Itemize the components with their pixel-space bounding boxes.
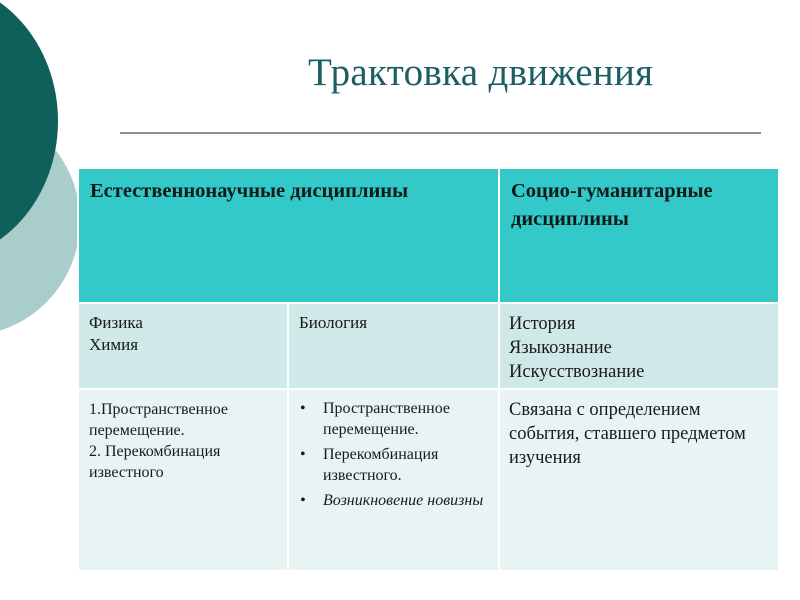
cell-line: Языкознание: [509, 338, 612, 358]
cell-physics-chemistry: [78, 303, 288, 389]
cell-event-definition: Связана с определением события, ставшего предметом изучения: [499, 389, 779, 571]
numbered-item: 1.Пространственное перемещение.: [89, 401, 228, 439]
numbered-item: 2. Перекомбинация известного: [89, 443, 221, 481]
table-header-row: [78, 168, 779, 303]
header-natural-sciences: Естественнонаучные дисциплины: [78, 168, 499, 303]
cell-line: Физика: [89, 313, 143, 332]
cell-line: Искусствознание: [509, 362, 645, 382]
table-row: [78, 389, 779, 571]
comparison-table: [77, 167, 780, 572]
bullet-item: • Возникновение новизны: [297, 490, 494, 511]
header-social-humanities: Социо-гуманитарные дисциплины: [499, 168, 779, 303]
bullet-item: • Пространственное перемещение.: [297, 398, 494, 440]
bullet-item: • Перекомбинация известного.: [297, 444, 494, 486]
cell-bullet-list: [288, 389, 499, 571]
slide-title: Трактовка движения: [308, 51, 654, 94]
cell-numbered-list: [78, 389, 288, 571]
table-row: [78, 303, 779, 389]
title-divider: [120, 132, 761, 134]
cell-line: Химия: [89, 335, 139, 354]
bullet-list: [289, 390, 498, 511]
cell-line: Биология: [299, 313, 368, 332]
cell-line: История: [509, 314, 576, 334]
cell-biology: [288, 303, 499, 389]
cell-history-linguistics-arts: [499, 303, 779, 389]
